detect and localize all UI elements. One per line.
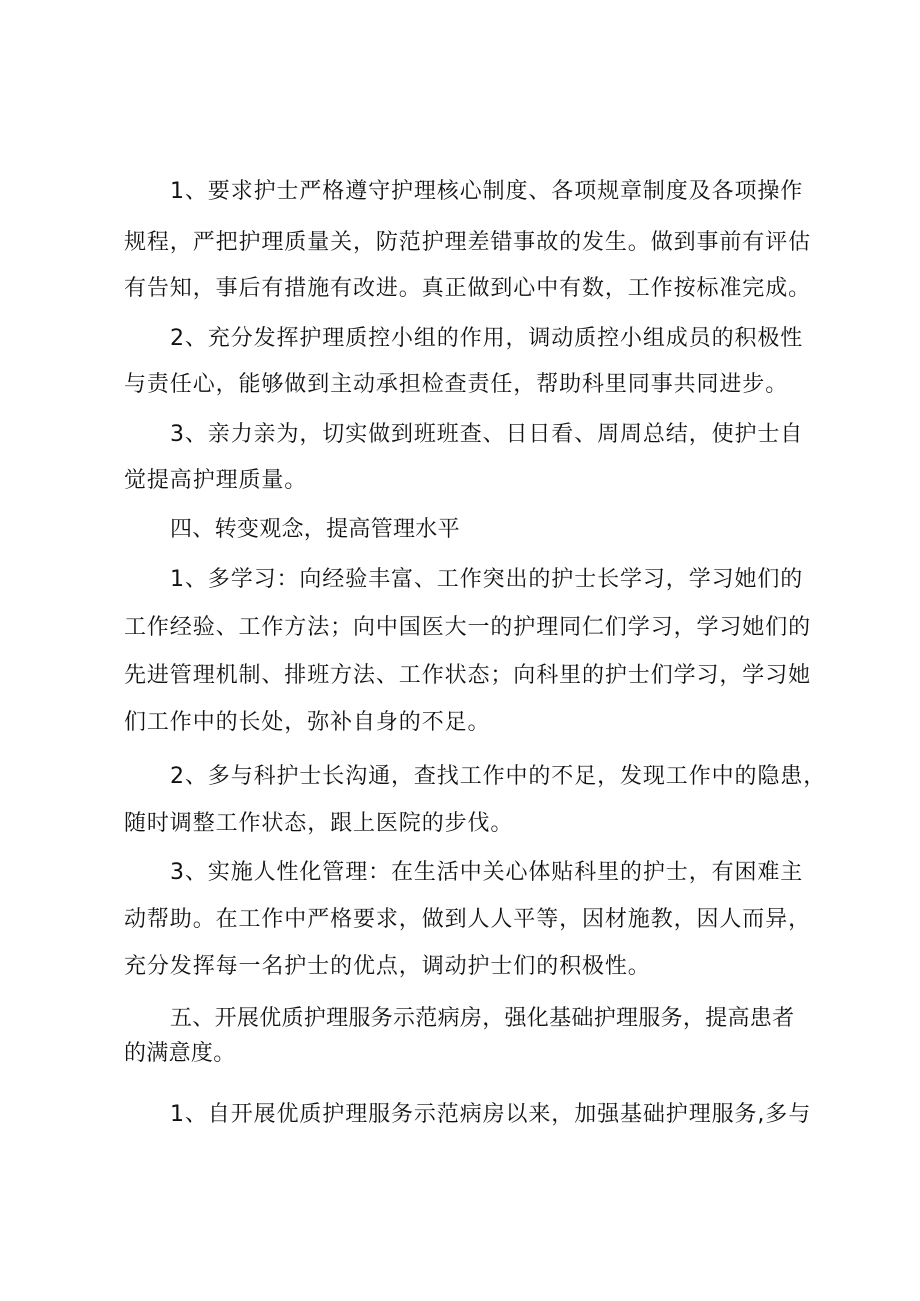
paragraph-line: 充分发挥每一名护士的优点，调动护士们的积极性。 [124,954,651,979]
paragraph-line: 觉提高护理质量。 [124,468,308,493]
section-heading-continued: 的满意度。 [124,1041,236,1066]
paragraph-line: 2、多与科护士长沟通，查找工作中的不足，发现工作中的隐患， [170,764,827,789]
section-heading: 五、开展优质护理服务示范病房，强化基础护理服务，提高患者 [170,1006,795,1031]
paragraph-line: 3、亲力亲为，切实做到班班查、日日看、周周总结，使护士自 [170,422,804,447]
paragraph-line: 规程，严把护理质量关，防范护理差错事故的发生。做到事前有评估 [124,230,812,255]
paragraph-line: 3、实施人性化管理：在生活中关心体贴科里的护士，有困难主 [170,860,804,885]
paragraph-line: 先进管理机制、排班方法、工作状态；向科里的护士们学习，学习她 [124,663,812,688]
section-heading: 四、转变观念，提高管理水平 [170,517,460,542]
paragraph-line: 动帮助。在工作中严格要求，做到人人平等，因材施教，因人而异， [124,907,812,932]
paragraph-line: 1、要求护士严格遵守护理核心制度、各项规章制度及各项操作 [170,179,804,204]
paragraph-line: 2、充分发挥护理质控小组的作用，调动质控小组成员的积极性 [170,326,804,351]
paragraph-line: 与责任心，能够做到主动承担检查责任，帮助科里同事共同进步。 [124,372,789,397]
paragraph-line: 有告知，事后有措施有改进。真正做到心中有数，工作按标准完成。 [124,276,812,301]
paragraph-line: 们工作中的长处，弥补自身的不足。 [124,710,491,735]
paragraph-line: 随时调整工作状态，跟上医院的步伐。 [124,811,514,836]
paragraph-line: 1、自开展优质护理服务示范病房以来，加强基础护理服务,多与 [170,1102,812,1127]
paragraph-line: 工作经验、工作方法；向中国医大一的护理同仁们学习，学习她们的 [124,615,812,640]
paragraph-line: 1、多学习：向经验丰富、工作突出的护士长学习，学习她们的 [170,567,804,592]
